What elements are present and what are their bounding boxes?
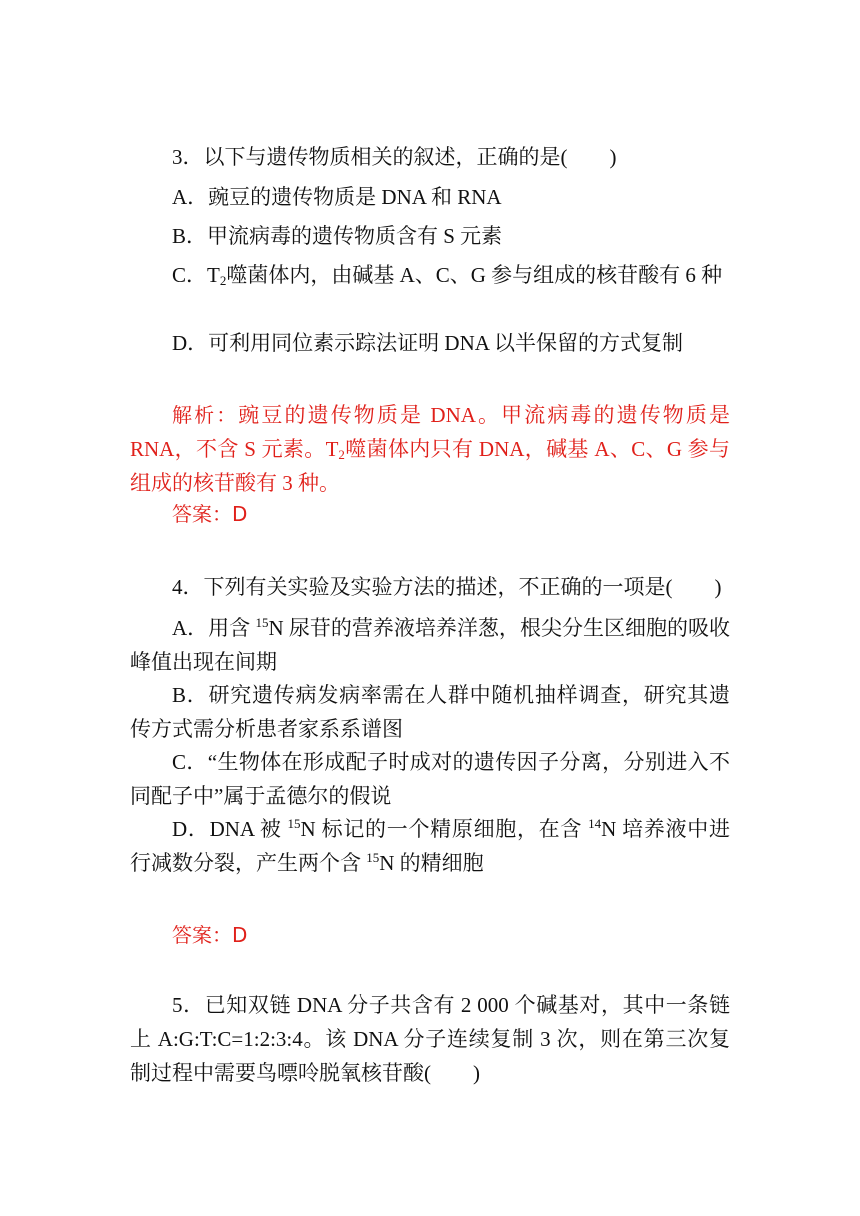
q3-option-b: B．甲流病毒的遗传物质含有 S 元素 [172, 224, 503, 248]
q3-analysis: 解析：豌豆的遗传物质是 DNA。甲流病毒的遗传物质是 RNA，不含 S 元素。$T_2$噬菌体内只有 DNA，碱基 A、C、G 参与组成的核苷酸有 3 种。 [130, 403, 730, 495]
q4-option-a: A．用含 $^{15}$N 尿苷的营养液培养洋葱，根尖分生区细胞的吸收峰值出现在间期 [130, 615, 730, 674]
q4-stem: 4．下列有关实验及实验方法的描述，不正确的一项是( ) [172, 575, 722, 599]
q3-option-d: D．可利用同位素示踪法证明 DNA 以半保留的方式复制 [172, 331, 684, 355]
q3-option-a: A．豌豆的遗传物质是 DNA 和 RNA [172, 185, 502, 209]
q3-answer: 答案：D [172, 502, 248, 526]
q4-option-c: C．“生物体在形成配子时成对的遗传因子分离，分别进入不同配子中”属于孟德尔的假说 [130, 750, 730, 808]
q4-answer: 答案：D [172, 923, 248, 947]
analysis-label: 解析： [172, 403, 239, 427]
q3-stem: 3．以下与遗传物质相关的叙述，正确的是( ) [172, 145, 617, 169]
q3-option-c: C．$T_2$噬菌体内，由碱基 A、C、G 参与组成的核苷酸有 6 种 [172, 263, 723, 288]
q5-stem: 5．已知双链 DNA 分子共含有 2 000 个碱基对，其中一条链上 A:G:T:C=1:2:3:4。该 DNA 分子连续复制 3 次，则在第三次复制过程中需要鸟嘌呤脱氧核苷酸( ) [130, 993, 730, 1085]
q4-option-d: D．DNA 被 $^{15}$N 标记的一个精原细胞，在含 $^{14}$N 培养液中进行减数分裂，产生两个含 $^{15}$N 的精细胞 [130, 816, 730, 875]
q4-option-b: B．研究遗传病发病率需在人群中随机抽样调查，研究其遗传方式需分析患者家系系谱图 [130, 683, 730, 741]
